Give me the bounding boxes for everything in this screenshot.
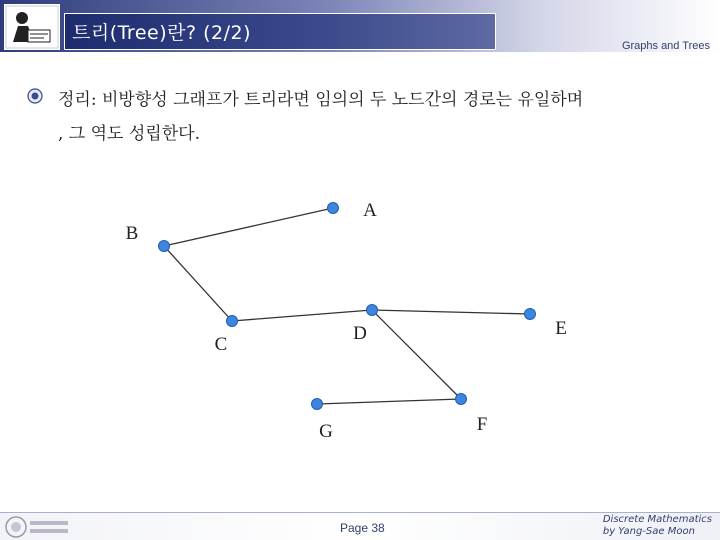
edge-d-f	[372, 310, 461, 399]
edge-c-d	[232, 310, 372, 321]
course-name	[603, 514, 712, 538]
slide-title: 트리(Tree)란? (2/2)	[72, 22, 252, 44]
node-label-g: G	[319, 421, 333, 442]
edge-f-g	[317, 399, 461, 404]
node-label-f: F	[476, 414, 488, 435]
course-line1: Discrete Mathematics	[602, 514, 712, 525]
course-line2: by Yang-Sae Moon	[602, 526, 695, 537]
node-f	[456, 394, 467, 405]
node-e	[525, 309, 536, 320]
theorem-text-line1: 정리: 비방향성 그래프가 트리라면 임의의 두 노드간의 경로는 유일하며	[58, 90, 584, 110]
theorem-text-line2: , 그 역도 성립한다.	[58, 124, 200, 144]
page-number: Page 38	[340, 521, 385, 535]
node-label-a: A	[363, 200, 377, 221]
node-a	[328, 203, 339, 214]
node-label-e: E	[555, 318, 567, 339]
node-b	[159, 241, 170, 252]
node-label-c: C	[214, 334, 228, 355]
node-label-b: B	[125, 223, 139, 244]
edge-b-c	[164, 246, 232, 321]
node-label-d: D	[353, 323, 367, 344]
node-c	[227, 316, 238, 327]
node-d	[367, 305, 378, 316]
university-logo-icon	[4, 515, 72, 539]
edge-d-e	[372, 310, 530, 314]
node-g	[312, 399, 323, 410]
subject-label: Graphs and Trees	[621, 40, 710, 52]
edge-b-a	[164, 208, 333, 246]
